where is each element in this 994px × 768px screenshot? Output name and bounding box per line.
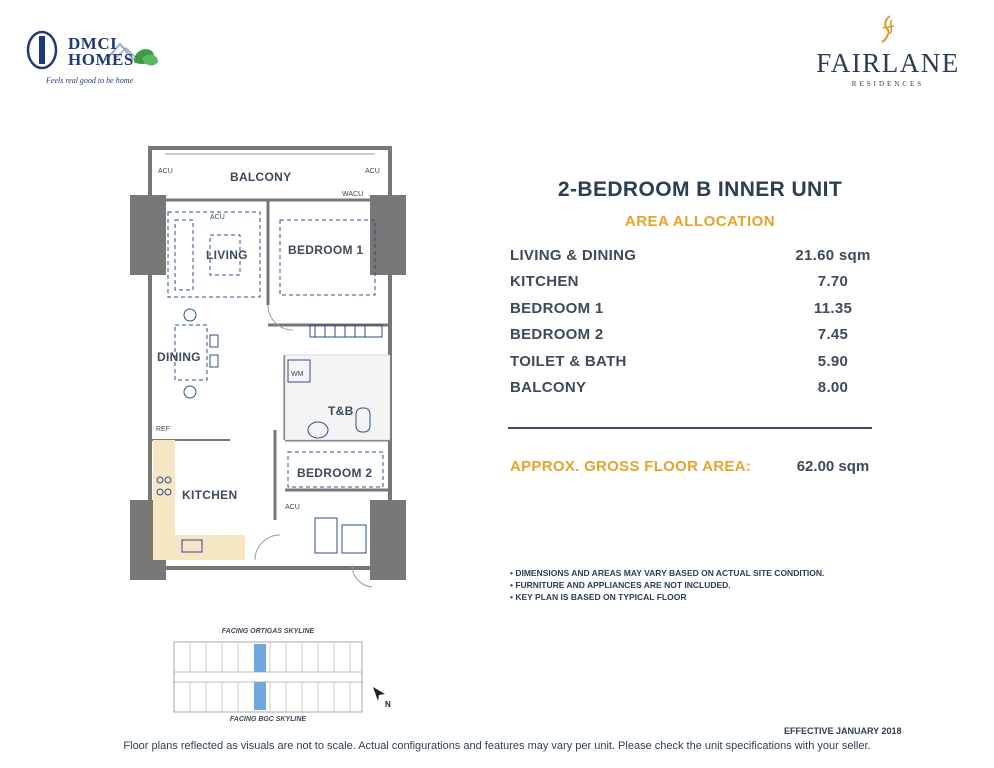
area-row — [510, 273, 870, 295]
room-dining: DINING — [157, 350, 201, 364]
area-row — [510, 379, 870, 401]
fixture-acu-living: ACU — [210, 214, 225, 221]
fairlane-subtitle: RESIDENCES — [851, 80, 925, 88]
unit-title: 2-BEDROOM B INNER UNIT — [557, 178, 843, 201]
key-plan-drawing — [170, 638, 366, 716]
area-value: 5.90 — [817, 353, 849, 370]
section-divider — [508, 427, 872, 429]
room-tb: T&B — [328, 404, 354, 418]
fixture-refrigerator: REF — [156, 426, 170, 433]
dmci-line1: DMCI — [68, 34, 118, 53]
dmci-line2: HOMES — [68, 50, 134, 69]
area-value: 11.35 — [813, 300, 853, 317]
north-label: N — [385, 700, 391, 709]
floor-plan — [120, 140, 420, 590]
room-balcony: BALCONY — [230, 170, 292, 184]
gross-floor-area-label: APPROX. GROSS FLOOR AREA: — [510, 458, 752, 475]
north-indicator — [372, 686, 396, 712]
fairlane-name: FAIRLANE — [816, 48, 960, 78]
key-plan-bottom-caption: FACING BGC SKYLINE — [229, 716, 307, 723]
fairlane-emblem-icon — [878, 14, 898, 44]
fixture-wacu: WACU — [342, 191, 364, 198]
area-name: BALCONY — [510, 379, 587, 396]
key-plan — [170, 628, 366, 728]
area-name: BEDROOM 2 — [510, 326, 604, 343]
room-bedroom-1: BEDROOM 1 — [288, 243, 364, 257]
area-name: BEDROOM 1 — [510, 300, 604, 317]
north-arrow-icon — [372, 686, 386, 702]
room-living: LIVING — [206, 248, 248, 262]
room-bedroom-2: BEDROOM 2 — [297, 466, 373, 480]
fixture-acu-left: ACU — [158, 168, 173, 175]
area-value: 8.00 — [817, 379, 849, 396]
area-name: KITCHEN — [510, 273, 579, 290]
area-row — [510, 247, 870, 269]
dmci-wordmark — [68, 36, 134, 68]
area-row — [510, 353, 870, 375]
area-name: LIVING & DINING — [510, 247, 637, 264]
floor-plan-drawing — [120, 140, 420, 590]
area-name: TOILET & BATH — [510, 353, 627, 370]
fairlane-logo — [808, 14, 968, 90]
key-plan-top-caption: FACING ORTIGAS SKYLINE — [221, 628, 315, 635]
disclaimer-text: Floor plans reflected as visuals are not to scale. Actual configurations and features may vary per unit. Please check the unit specifications with your seller. — [123, 740, 871, 752]
notes-list — [510, 567, 824, 603]
dmci-tagline: Feels real good to be home — [46, 76, 134, 85]
fixture-acu-right: ACU — [365, 168, 380, 175]
fixture-washing-machine: WM — [291, 371, 304, 378]
area-allocation-heading: AREA ALLOCATION — [624, 213, 776, 230]
area-value: 7.70 — [817, 273, 849, 290]
note-item: • KEY PLAN IS BASED ON TYPICAL FLOOR — [510, 592, 687, 602]
note-item: • DIMENSIONS AND AREAS MAY VARY BASED ON ACTUAL SITE CONDITION. — [510, 568, 825, 578]
area-row — [510, 326, 870, 348]
area-value: 7.45 — [817, 326, 849, 343]
dmci-homes-logo — [24, 30, 164, 90]
dmci-emblem-icon — [24, 30, 68, 74]
gross-floor-area-value: 62.00 sqm — [796, 458, 870, 475]
area-value: 21.60 sqm — [795, 247, 871, 264]
effective-date: EFFECTIVE JANUARY 2018 — [784, 726, 902, 736]
fixture-acu-bedroom-2: ACU — [285, 504, 300, 511]
room-kitchen: KITCHEN — [182, 488, 238, 502]
area-row — [510, 300, 870, 322]
note-item: • FURNITURE AND APPLIANCES ARE NOT INCLUDED. — [510, 580, 731, 590]
